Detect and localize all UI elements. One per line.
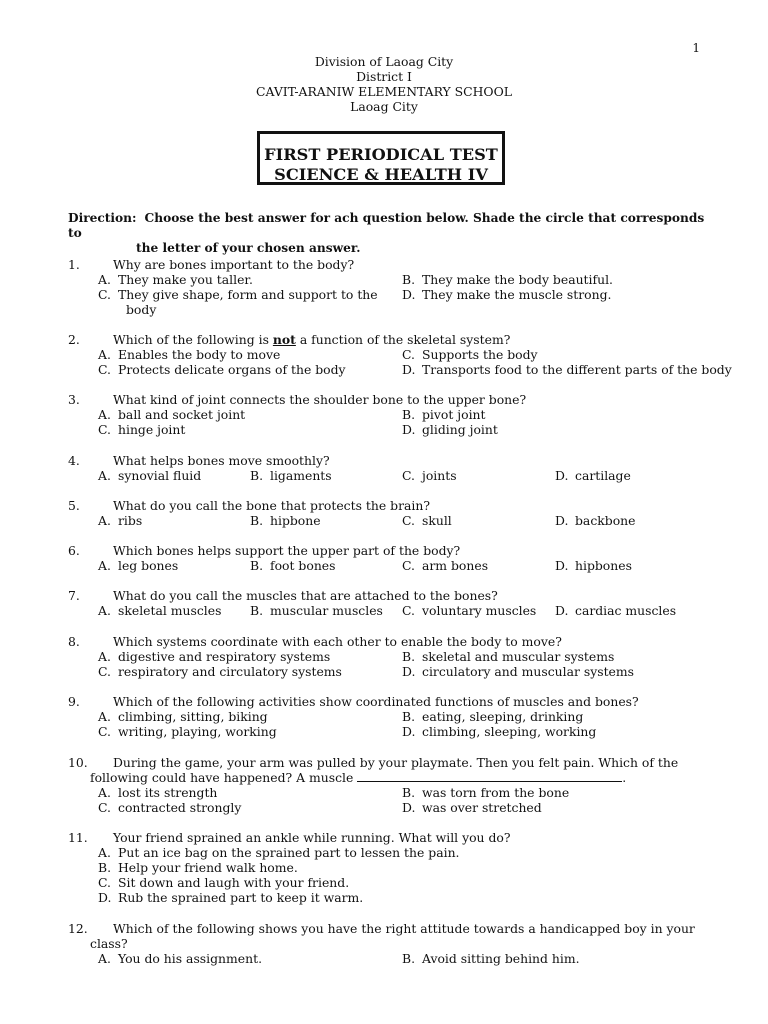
direction-text-2: the letter of your chosen answer.: [136, 241, 361, 255]
question-7: [68, 588, 728, 618]
option-d[interactable]: D. circulatory and muscular systems: [402, 664, 634, 679]
question-11: [68, 830, 728, 905]
question-8: [68, 634, 728, 679]
question-6: [68, 543, 728, 573]
option-d[interactable]: D. Transports food to the different parts of the body: [402, 362, 732, 377]
question-text: What do you call the bone that protects the brain?: [113, 498, 430, 513]
direction-label: Direction:: [68, 211, 137, 225]
question-text: Why are bones important to the body?: [113, 257, 355, 272]
option-c[interactable]: C. hinge joint: [98, 422, 186, 437]
test-title-line1: FIRST PERIODICAL TEST: [264, 145, 498, 164]
question-text: Which of the following is not a function of the skeletal system?: [113, 332, 511, 347]
option-d[interactable]: D. hipbones: [555, 558, 632, 573]
option-d[interactable]: D. cartilage: [555, 468, 631, 483]
test-title-box: [257, 131, 505, 185]
question-1: [68, 257, 728, 317]
option-d[interactable]: D. climbing, sleeping, working: [402, 724, 597, 739]
option-d[interactable]: D. was over stretched: [402, 800, 542, 815]
option-a[interactable]: A. lost its strength: [98, 785, 218, 800]
option-d[interactable]: D. They make the muscle strong.: [402, 287, 612, 302]
option-d[interactable]: D. Rub the sprained part to keep it warm.: [98, 890, 364, 905]
option-b[interactable]: B. pivot joint: [402, 407, 486, 422]
option-c[interactable]: C. joints: [402, 468, 457, 483]
district-line: District I: [356, 69, 412, 84]
option-b[interactable]: B. eating, sleeping, drinking: [402, 709, 584, 724]
option-b[interactable]: B. foot bones: [250, 558, 336, 573]
option-c[interactable]: C. Sit down and laugh with your friend.: [98, 875, 350, 890]
question-text: Which of the following activities show coordinated functions of muscles and bones?: [113, 694, 639, 709]
option-a[interactable]: A. ball and socket joint: [98, 407, 246, 422]
option-b[interactable]: B. skeletal and muscular systems: [402, 649, 615, 664]
option-c[interactable]: C. skull: [402, 513, 452, 528]
question-text: Your friend sprained an ankle while running. What will you do?: [113, 830, 511, 845]
option-b[interactable]: B. ligaments: [250, 468, 332, 483]
question-number: 1.: [68, 257, 80, 272]
option-c[interactable]: C. contracted strongly: [98, 800, 242, 815]
question-5: [68, 498, 728, 528]
question-text-continued: class?: [90, 936, 128, 951]
option-b[interactable]: B. hipbone: [250, 513, 321, 528]
option-a[interactable]: A. ribs: [98, 513, 143, 528]
option-c[interactable]: C. voluntary muscles: [402, 603, 537, 618]
division-line: Division of Laoag City: [314, 54, 454, 69]
question-2: [68, 332, 732, 377]
option-b[interactable]: B. was torn from the bone: [402, 785, 570, 800]
question-text: What do you call the muscles that are attached to the bones?: [113, 588, 498, 603]
option-a[interactable]: A. synovial fluid: [98, 468, 202, 483]
direction-text-1: Choose the best answer for ach question below. Shade the circle that corresponds to: [68, 211, 705, 240]
option-c[interactable]: C. Protects delicate organs of the body: [98, 362, 346, 377]
question-number: 3.: [68, 392, 80, 407]
emphasis-not: not: [272, 332, 296, 347]
option-a[interactable]: A. Put an ice bag on the sprained part to lessen the pain.: [98, 845, 460, 860]
question-text: Which systems coordinate with each other to enable the body to move?: [113, 634, 562, 649]
question-number: 10.: [68, 755, 88, 770]
option-c[interactable]: C. respiratory and circulatory systems: [98, 664, 342, 679]
option-c[interactable]: C. arm bones: [402, 558, 489, 573]
question-number: 6.: [68, 543, 80, 558]
question-text: What kind of joint connects the shoulder bone to the upper bone?: [113, 392, 527, 407]
question-number: 2.: [68, 332, 80, 347]
option-b[interactable]: B. Help your friend walk home.: [98, 860, 298, 875]
option-b[interactable]: C. Supports the body: [402, 347, 538, 362]
question-text: Which bones helps support the upper part of the body?: [113, 543, 461, 558]
answer-blank: [357, 770, 622, 782]
school-name: CAVIT-ARANIW ELEMENTARY SCHOOL: [256, 84, 512, 99]
question-number: 5.: [68, 498, 80, 513]
option-d[interactable]: D. gliding joint: [402, 422, 498, 437]
option-a[interactable]: A. digestive and respiratory systems: [98, 649, 331, 664]
question-4: [68, 453, 728, 483]
option-a[interactable]: A. They make you taller.: [98, 272, 253, 287]
question-number: 4.: [68, 453, 80, 468]
option-d[interactable]: D. cardiac muscles: [555, 603, 677, 618]
option-b[interactable]: B. Avoid sitting behind him.: [402, 951, 580, 966]
option-a[interactable]: A. You do his assignment.: [98, 951, 263, 966]
option-a[interactable]: A. climbing, sitting, biking: [98, 709, 268, 724]
option-a[interactable]: A. Enables the body to move: [98, 347, 281, 362]
option-d[interactable]: D. backbone: [555, 513, 636, 528]
option-a[interactable]: A. skeletal muscles: [98, 603, 222, 618]
option-c[interactable]: C. They give shape, form and support to the body: [98, 287, 378, 317]
directions: [68, 211, 708, 256]
question-number: 9.: [68, 694, 80, 709]
option-b[interactable]: B. They make the body beautiful.: [402, 272, 613, 287]
city-line: Laoag City: [350, 99, 418, 114]
question-number: 7.: [68, 588, 80, 603]
question-10: [68, 755, 728, 815]
question-9: [68, 694, 728, 739]
page-number: 1: [692, 41, 700, 55]
question-number: 8.: [68, 634, 80, 649]
question-text: Which of the following shows you have the right attitude towards a handicapped boy in your: [113, 921, 695, 936]
school-header: [0, 54, 768, 114]
question-3: [68, 392, 728, 437]
question-number: 11.: [68, 830, 88, 845]
option-c[interactable]: C. writing, playing, working: [98, 724, 277, 739]
option-a[interactable]: A. leg bones: [98, 558, 179, 573]
option-b[interactable]: B. muscular muscles: [250, 603, 383, 618]
question-number: 12.: [68, 921, 88, 936]
question-text: What helps bones move smoothly?: [113, 453, 330, 468]
question-text: During the game, your arm was pulled by your playmate. Then you felt pain. Which of the: [113, 755, 679, 770]
test-title-line2: SCIENCE & HEALTH IV: [274, 165, 488, 184]
question-12: [68, 921, 728, 966]
question-text-continued: following could have happened? A muscle .: [90, 770, 627, 785]
